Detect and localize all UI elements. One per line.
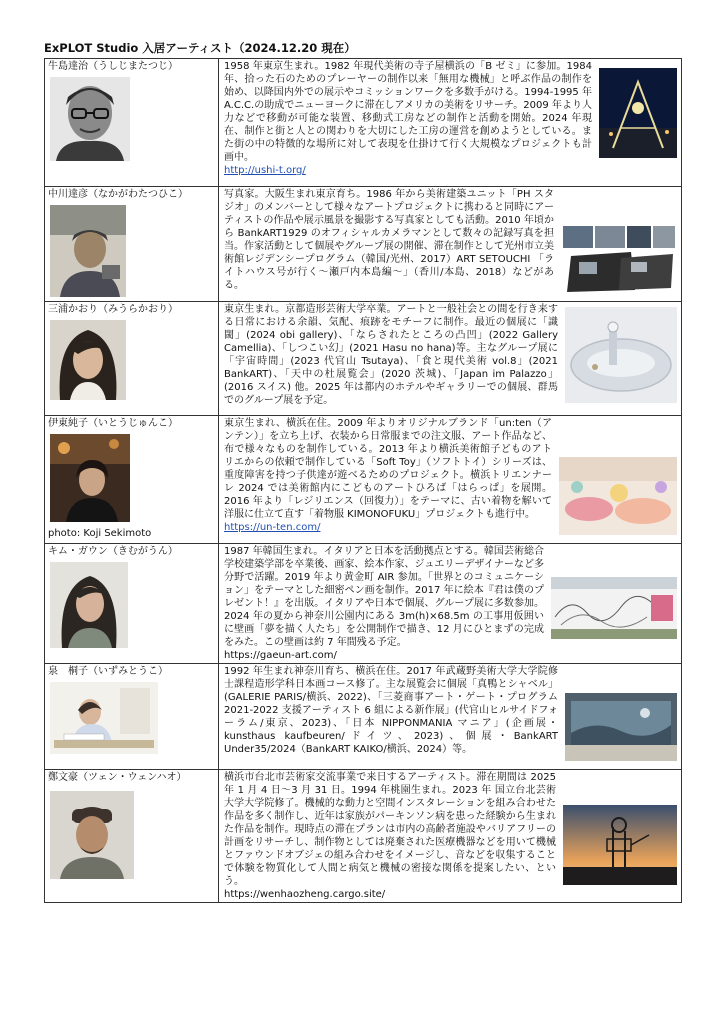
artwork-photo bbox=[563, 805, 677, 885]
artist-name: キム・ガウン（きむがうん） bbox=[48, 546, 178, 557]
artwork-photo bbox=[559, 457, 677, 535]
table-row bbox=[45, 416, 682, 544]
artist-bio: 1958 年東京生まれ。1982 年現代美術の寺子屋横浜の「B ゼミ」に参加。1984 年、拾った石のためのプレーヤーの制作以来「無用な機械」と呼ぶ作品の制作を始め、以降国内外での展示やコミッションワークを多数手がける。1994-1995 年 A.C.C.の助成でニューヨークに滞在しアメリカの美術をリサーチ。2009 年より人力などで移動が可能な装置、移動式工房などの制作と活動を開始。2024 年現在、制作と街と人との関わりを大切にした工房の運営を創めようとしている。また街の中の特徴的な場所に対して表現を仕掛けて行く大規模なプロジェクトも計画中。 bbox=[224, 61, 592, 163]
artist-table bbox=[44, 58, 682, 903]
page-title: ExPLOT Studio 入居アーティスト（2024.12.20 現在） bbox=[44, 41, 356, 55]
table-row bbox=[45, 664, 682, 770]
artist-name: 牛島達治（うしじまたつじ） bbox=[48, 61, 178, 72]
artist-website-link[interactable]: https://wenhaozheng.cargo.site/ bbox=[224, 889, 386, 900]
artist-name: 鄭文豪（ツェン・ウェンハオ） bbox=[48, 772, 187, 783]
artist-website-link[interactable]: https://gaeun-art.com/ bbox=[224, 650, 337, 661]
table-row bbox=[45, 302, 682, 416]
artist-name-cell bbox=[45, 416, 219, 544]
artist-name-cell bbox=[45, 59, 219, 187]
artwork-photo bbox=[561, 222, 677, 294]
artist-bio-cell bbox=[219, 770, 682, 903]
artwork-photo bbox=[565, 307, 677, 403]
artist-bio-cell bbox=[219, 302, 682, 416]
artist-name: 泉 桐子（いずみとうこ） bbox=[48, 666, 168, 677]
artist-website-link[interactable]: https://un-ten.com/ bbox=[224, 522, 321, 533]
table-row bbox=[45, 59, 682, 187]
table-row bbox=[45, 544, 682, 664]
artist-name-cell bbox=[45, 544, 219, 664]
artist-website-link[interactable]: http://ushi-t.org/ bbox=[224, 165, 306, 176]
artwork-photo bbox=[551, 577, 677, 639]
artist-bio-cell bbox=[219, 544, 682, 664]
artist-name: 三浦かおり（みうらかおり） bbox=[48, 304, 178, 315]
artist-bio: 1987 年韓国生まれ。イタリアと日本を活動拠点とする。韓国芸術総合学校建築学部を卒業後、画家、絵本作家、ジュエリーデザイナーなど多分野で活躍。2019 年より黄金町 AIR 参加。「世界とのコミュニケーション」をテーマとした細密ペン画を制作。2017 年に絵本『君は僕のプレゼント！』を出版。イタリアや日本で個展、グループ展に多数参加。2024 年の夏から神奈川公園内にある 3m(h)×68.5m の工事用仮囲いに壁画「夢を描く人たち」を公開制作で描き、12 月にひとまずの完成をみた。この壁画は約 7 年間残る予定。 bbox=[224, 546, 544, 648]
artist-portrait bbox=[50, 562, 128, 648]
photo-credit: photo: Koji Sekimoto bbox=[48, 528, 152, 539]
artist-name-cell bbox=[45, 664, 219, 770]
artwork-photo bbox=[565, 693, 677, 761]
table-row bbox=[45, 770, 682, 903]
artist-name-cell bbox=[45, 302, 219, 416]
artist-bio: 東京生まれ。京都造形芸術大学卒業。アートと一般社会との間を行き来する日常における余韻、気配、痕跡をモチーフに制作。最近の個展に「識閾」(2024 obi gallery)、「ならされたところの凸凹」(2022 Gallery Camellia)、「しつこい幻」(2021 Hasu no hana)等。主なグループ展に「宇宙時間」(2023 代官山 Tsutaya)、「食と現代美術 vol.8」(2021 BankART)、「天中の杜展覧会」(2020 茨城)、「Japan im Palazzo」(2016 スイス) 他。2025 年は都内のホテルやギャラリーでの個展、群馬でのグループ展を予定。 bbox=[224, 304, 558, 406]
artist-bio: 1992 年生まれ神奈川育ち、横浜在住。2017 年武蔵野美術大学大学院修士課程造形学科日本画コース修了。主な展覧会に個展「真鴨とシャベル」(GALERIE PARIS/横浜、2022)、「三菱商事アート・ゲート・プログラム 2021-2022 支援アーティスト 6 組による新作展」(代官山ヒルサイドフォーラム/東京、2023)、「日本 NIPPONMANIA マニア」(企画展・kunsthaus kaufbeuren/ドイツ、2023)、個展・BankART Under35/2024（BankART KAIKO/横浜、2024）等。 bbox=[224, 666, 558, 755]
artist-portrait bbox=[50, 205, 126, 297]
table-row bbox=[45, 187, 682, 302]
artist-bio: 横浜市台北市芸術家交流事業で来日するアーティスト。滞在期間は 2025 年 1 月 4 日〜3 月 31 日。1994 年桃園生まれ。2023 年 国立台北芸術大学大学院修了。機械的な動力と空間インスタレーションを組み合わせた作品を多く制作し、近年は家族がパーキンソン病を患った経験から生まれた作品を制作。現時点の滞在プランは市内の高齢者施設やバリアフリーの計画をリサーチし、制作物としては廃棄された医療機器などを用いて機械とファウンドオブジェの組み合わせをイメージし、音などを収集することで体験を物質化して人間と病気と機械の密接な関係を提案したい、という。 bbox=[224, 772, 556, 887]
artist-bio-cell bbox=[219, 664, 682, 770]
artist-name-cell bbox=[45, 770, 219, 903]
artwork-photo bbox=[599, 68, 677, 158]
artist-name-cell bbox=[45, 187, 219, 302]
artist-bio-cell bbox=[219, 187, 682, 302]
artist-portrait bbox=[50, 77, 130, 161]
artist-bio-cell bbox=[219, 59, 682, 187]
artist-bio: 写真家。大阪生まれ東京育ち。1986 年から美術建築ユニット「PH スタジオ」のメンバーとして様々なアートプロジェクトに携わると同時にアーティストの作品や展示風景を撮影する写真家としても活動。2010 年頃から BankART1929 のオフィシャルカメラマンとして数々の記録写真を担当。作家活動として個展やグループ展の開催、滞在制作として光州市立美術館レジデンシープログラム（韓国/光州、2017）ART SETOUCHI 「ライトハウス号が行く〜瀬戸内本島編〜」（香川/本島、2018）などがある。 bbox=[224, 189, 554, 291]
artist-portrait bbox=[50, 434, 130, 522]
artist-name: 伊東純子（いとうじゅんこ） bbox=[48, 418, 178, 429]
artist-portrait bbox=[50, 682, 158, 754]
artist-name: 中川達彦（なかがわたつひこ） bbox=[48, 189, 188, 200]
artist-bio-cell bbox=[219, 416, 682, 544]
artist-bio: 東京生まれ、横浜在住。2009 年よりオリジナルブランド「un:ten（アンテン）」を立ち上げ、衣装から日常服までの注文服、アート作品など、布で様々なものを制作している。2013 年より横浜美術館子どものアトリエからの依頼で制作している「Soft Toy」（ソフトトイ）シリーズは、重度障害を持つ子供達が遊べるためのプロジェクト。横浜トリエンナーレ 2024 では美術館内にこどものアートひろば「はらっぱ」を展開。2016 年より「レジリエンス（回復力）」をテーマに、古い着物を解いて洋服に仕立て直す「着物服 KIMONOFUKU」プロジェクトも進行中。 bbox=[224, 418, 552, 520]
artist-portrait bbox=[50, 791, 134, 879]
artist-portrait bbox=[50, 320, 126, 400]
